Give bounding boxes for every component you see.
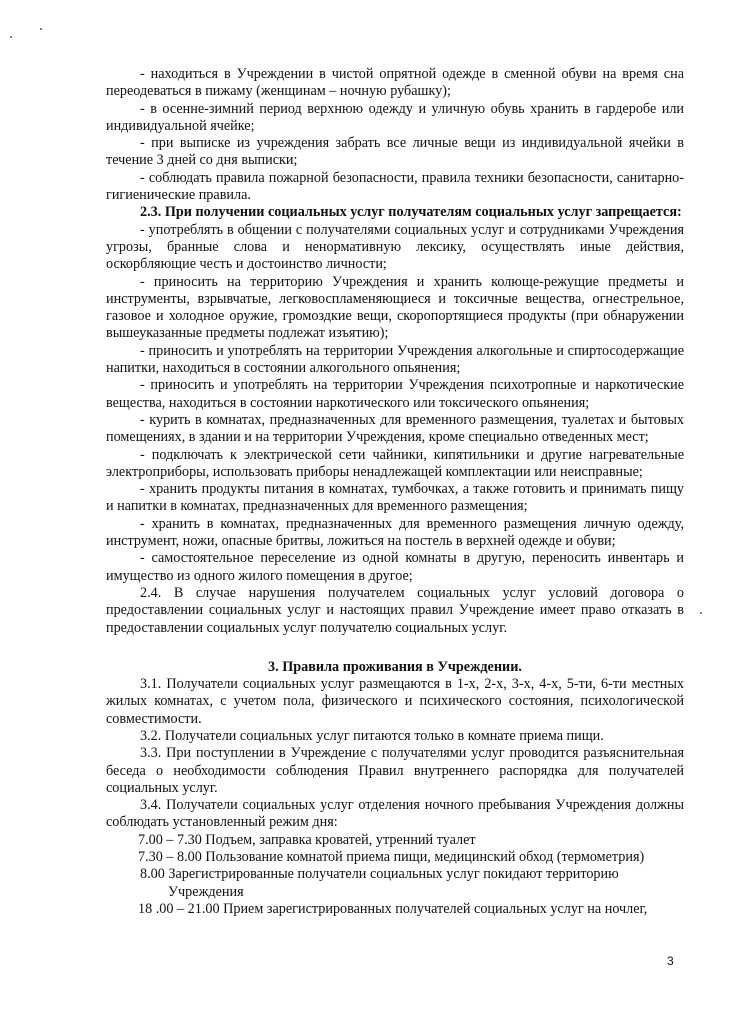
prohibition-paragraph: - хранить продукты питания в комнатах, тумбочках, а также готовить и принимать пищу и напитки в комнатах, предназначенных для временного размещения; xyxy=(106,481,684,515)
scan-speck xyxy=(40,28,42,30)
rule-paragraph: - при выписке из учреждения забрать все личные вещи из индивидуальной ячейки в течение 3 дней со дня выписки; xyxy=(106,135,684,169)
rule-paragraph: - соблюдать правила пожарной безопасности, правила техники безопасности, санитарно-гигиенические правила. xyxy=(106,169,684,204)
rule-paragraph: - находиться в Учреждении в чистой опрятной одежде в сменной обуви на время сна переодеваться в пижаму (женщинам – ночную рубашку); xyxy=(106,66,684,100)
section-2-3-heading: 2.3. При получении социальных услуг получателям социальных услуг запрещается: xyxy=(140,204,682,221)
schedule-item: 7.00 – 7.30 Подъем, заправка кроватей, утренний туалет xyxy=(138,831,476,848)
prohibition-paragraph: - приносить и употреблять на территории Учреждения психотропные и наркотические вещества, находиться в состоянии наркотического или токсического опьянения; xyxy=(106,377,684,411)
document-page xyxy=(106,66,684,918)
page-number: 3 xyxy=(667,954,674,968)
residence-rule-paragraph: 3.4. Получатели социальных услуг отделения ночного пребывания Учреждения должны соблюдать установленный режим дня: xyxy=(106,797,684,831)
schedule-item: 7.30 – 8.00 Пользование комнатой приема пищи, медицинский обход (термометрия) xyxy=(138,849,645,866)
scan-speck xyxy=(700,612,702,614)
residence-rule-paragraph: 3.3. При поступлении в Учреждение с получателями услуг проводится разъяснительная беседа о необходимости соблюдения Правил внутреннего распорядка для получателей социальных услуг. xyxy=(106,745,684,796)
schedule-item: 8.00 Зарегистрированные получатели социальных услуг покидают территорию Учреждения xyxy=(140,866,619,900)
section-2-4-paragraph: 2.4. В случае нарушения получателем социальных услуг условий договора о предоставлении социальных услуг и настоящих правил Учреждение имеет право отказать в предоставлении социальных услуг получателю социальных услуг. xyxy=(106,584,684,636)
prohibition-paragraph: - подключать к электрической сети чайники, кипятильники и другие нагревательные электроприборы, использовать приборы ненадлежащей комплектации или неисправные; xyxy=(106,446,684,480)
schedule-item: 18 .00 – 21.00 Прием зарегистрированных получателей социальных услуг на ночлег, xyxy=(138,900,648,917)
residence-rule-paragraph: 3.2. Получатели социальных услуг питаются только в комнате приема пищи. xyxy=(140,727,604,744)
residence-rule-paragraph: 3.1. Получатели социальных услуг размещаются в 1-х, 2-х, 3-х, 4-х, 5-ти, 6-ти местных жилых комнатах, с учетом пола, физического и психического состояния, психологической совместимости. xyxy=(106,676,684,727)
section-3-heading: 3. Правила проживания в Учреждении. xyxy=(268,658,522,675)
prohibition-paragraph: - курить в комнатах, предназначенных для временного размещения, туалетах и бытовых помещениях, в здании и на территории Учреждения, кроме специально отведенных мест; xyxy=(106,411,684,446)
prohibition-paragraph: - употреблять в общении с получателями социальных услуг и сотрудниками Учреждения угрозы, бранные слова и ненормативную лексику, осуществлять иные действия, оскорбляющие честь и достоинство личности; xyxy=(106,221,684,273)
prohibition-paragraph: - приносить и употреблять на территории Учреждения алкогольные и спиртосодержащие напитки, находиться в состоянии алкогольного опьянения; xyxy=(106,342,684,377)
rule-paragraph: - в осенне-зимний период верхнюю одежду и уличную обувь хранить в гардеробе или индивидуальной ячейке; xyxy=(106,100,684,134)
prohibition-paragraph: - хранить в комнатах, предназначенных для временного размещения личную одежду, инструмент, ножи, опасные бритвы, ложиться на постель в верхней одежде и обуви; xyxy=(106,515,684,550)
prohibition-paragraph: - приносить на территорию Учреждения и хранить колюще-режущие предметы и инструменты, взрывчатые, легковоспламеняющиеся и токсичные вещества, огнестрельное, газовое и холодное оружие, громоздкие вещи, скоропортящиеся продукты (при обнаружении вышеуказанные предметы подлежат изъятию); xyxy=(106,273,684,342)
scan-speck xyxy=(10,36,12,38)
prohibition-paragraph: - самостоятельное переселение из одной комнаты в другую, переносить инвентарь и имущество из одного жилого помещения в другое; xyxy=(106,550,684,584)
